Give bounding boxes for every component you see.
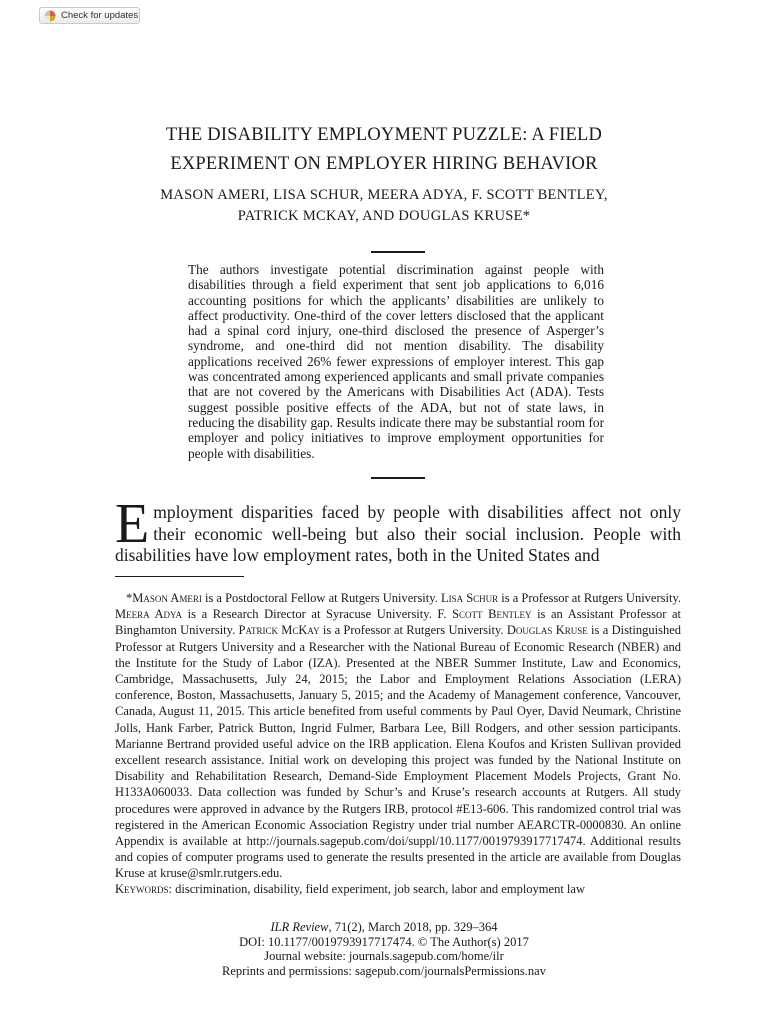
journal-citation-details: , 71(2), March 2018, pp. 329–364 (328, 920, 498, 934)
abstract-bottom-divider (371, 477, 425, 479)
keywords-label: Keywords: (115, 882, 172, 896)
footnote-text: is a Professor at Rutgers University. (498, 591, 682, 605)
author-list (0, 185, 768, 227)
journal-doi: DOI: 10.1177/0019793917717474. © The Author(s) 2017 (239, 934, 529, 949)
footnote-author-name: Scott Bentley (452, 607, 532, 622)
footnote-mark: * (126, 591, 133, 605)
journal-name: ILR Review (270, 920, 329, 934)
footnote-text: is a Research Director at Syracuse University. F. (182, 607, 453, 622)
journal-info (0, 920, 768, 978)
article-title (0, 121, 768, 179)
footnote-text: is a Postdoctoral Fellow at Rutgers University. (201, 591, 441, 605)
abstract: The authors investigate potential discrimination against people with disabilities through a field experiment that sent job applications to 6,016 accounting positions for which the applicants’ disabilities are unlikely to affect productivity. One-third of the cover letters disclosed that the applicant had a spinal cord injury, one-third disclosed the presence of Asperger’s syndrome, and one-third did not mention disability. The disability applications received 26% fewer expressions of employer interest. This gap was concentrated among experienced applicants and small private companies that are not covered by the Americans with Disabilities Act (ADA). Tests suggest possible positive effects of the ADA, but not of state laws, in reducing the disability gap. Results indicate there may be substantial room for employer and policy initiatives to improve employment opportunities for people with disabilities. (188, 262, 604, 461)
footnote-text: is a Professor at Rutgers University. (319, 623, 507, 638)
keywords (115, 881, 681, 897)
footnote-text: is a Distinguished Professor at Rutgers University and a Researcher with the National Bureau of Economic Research (NBER) and the Institute for the Study of Labor (IZA). Presented at the NBER Summer Institute, Law and Economics, Cambridge, Massachusetts, July 24, 2015; the Labor and Employment Relations Association (LERA) conference, Boston, Massachusetts, January 5, 2015; and the Academy of Management conference, Vancouver, Canada, August 11, 2015. This article benefited from useful comments by Paul Oyer, David Neumark, Christine Jolls, Hank Farber, Patrick Button, Ingrid Fulmer, Barbara Lee, Bill Rodgers, and other session participants. Marianne Bertrand provided useful advice on the IRB application. Elena Koufos and Kristen Sullivan provided excellent research assistance. Initial work on developing this project was funded by the National Institute on Disability and Rehabilitation Research, Demand-Side Employment Placement Models Projects, Grant No. H133A060033. Data collection was funded by Schur’s and Kruse’s research accounts at Rutgers. All study procedures were approved in advance by the Rutgers IRB, protocol #E13-606. This randomized control trial was registered in the American Economic Association Registry under trial number AEARCTR-0000830. An online Appendix is available at http://journals.sagepub.com/doi/suppl/10.1177/0019793917717474. Additional results and copies of computer programs used to generate the results presented in the article are available from Douglas Kruse at kruse@smlr.rutgers.edu. (115, 623, 682, 881)
footnote-divider (115, 576, 244, 577)
abstract-top-divider (371, 251, 425, 253)
title-line: EXPERIMENT ON EMPLOYER HIRING BEHAVIOR (170, 154, 598, 174)
footnote-author-name: Lisa Schur (440, 591, 499, 605)
body-paragraph: mployment disparities faced by people with disabilities affect not only their economic well-being but also their social inclusion. People with disabilities have low employment rates, both in the United States and (115, 502, 681, 565)
author-line: MASON AMERI, LISA SCHUR, MEERA ADYA, F. SCOTT BENTLEY, (160, 187, 608, 203)
drop-cap: E (115, 493, 150, 555)
author-line: PATRICK MCKAY, AND DOUGLAS KRUSE* (237, 208, 531, 224)
check-for-updates-icon (44, 10, 56, 22)
footnote-author-name: Douglas Kruse (506, 623, 588, 638)
journal-citation (0, 920, 768, 935)
check-for-updates-label: Check for updates (61, 10, 139, 21)
footnote-author-name: Mason Ameri (132, 591, 202, 605)
footnote-body (115, 591, 681, 880)
footnote-author-name: Patrick McKay (238, 623, 320, 638)
keywords-text: discrimination, disability, field experiment, job search, labor and employment law (172, 882, 585, 896)
body-text (115, 493, 681, 567)
author-footnote (115, 590, 681, 882)
journal-website: Journal website: journals.sagepub.com/home/ilr (264, 949, 504, 963)
footnote-text: is an Assistant Professor at Binghamton University. (115, 607, 681, 638)
footnote-author-name: Meera Adya (115, 607, 183, 622)
journal-permissions: Reprints and permissions: sagepub.com/journalsPermissions.nav (222, 963, 546, 978)
title-line: THE DISABILITY EMPLOYMENT PUZZLE: A FIELD (165, 125, 603, 145)
check-for-updates-button[interactable] (39, 7, 140, 24)
